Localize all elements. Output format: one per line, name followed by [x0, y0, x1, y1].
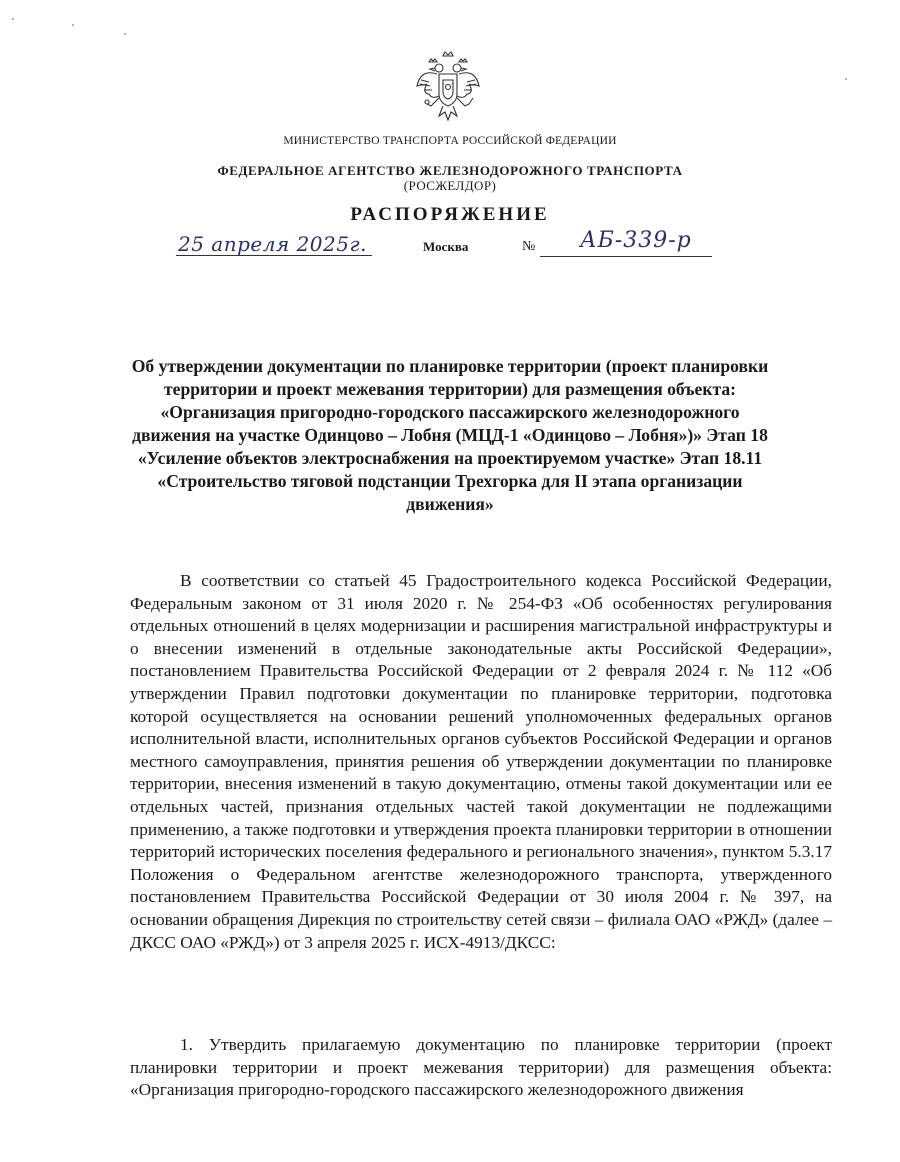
russian-coat-of-arms-icon [415, 50, 481, 124]
date-underline [176, 255, 372, 256]
item-1-paragraph: 1. Утвердить прилагаемую документацию по планировке территории (проект планировки территории и проект межевания территории) для размещения объекта: «Организация пригородно-городского пассажирского железнодорожного движения [130, 1035, 832, 1100]
document-type-title: РАСПОРЯЖЕНИЕ [350, 204, 550, 225]
number-sign: № [522, 239, 536, 254]
handwritten-date: 25 апреля 2025г. [178, 232, 367, 256]
agency-name: ФЕДЕРАЛЬНОЕ АГЕНТСТВО ЖЕЛЕЗНОДОРОЖНОГО ТРАНСПОРТА [217, 163, 683, 178]
agency-abbreviation: (РОСЖЕЛДОР) [403, 178, 497, 193]
scan-speck [72, 24, 74, 26]
preamble-paragraph: В соответствии со статьей 45 Градостроительного кодекса Российской Федерации, Федеральным законом от 31 июля 2020 г. № 254-ФЗ «Об особенностях регулирования отдельных отношений в целях модернизации и расширения магистральной инфраструктуры и о внесении изменений в отдельные законодательные акты Российской Федерации», постановлением Правительства Российской Федерации от 2 февраля 2024 г. № 112 «Об утверждении Правил подготовки документации по планировке территории, подготовка которой осуществляется на основании решений уполномоченных федеральных органов исполнительной власти, исполнительных органов субъектов Российской Федерации и органов местного самоуправления, принятия решения об утверждении документации по планировке территории, внесения изменений в такую документацию, отмены такой документации или ее отдельных частей, признания отдельных частей такой документации не подлежащими применению, а также подготовки и утверждения проекта планировки территории в отношении территорий исторических поселения федерального и регионального значения», пунктом 5.3.17 Положения о Федеральном агентстве железнодорожного транспорта, утвержденного постановлением Правительства Российской Федерации от 30 июля 2004 г. № 397, на основании обращения Дирекция по строительству сетей связи – филиала ОАО «РЖД» (далее – ДКСС ОАО «РЖД») от 3 апреля 2025 г. ИСХ-4913/ДКСС: [130, 571, 832, 952]
scan-speck [124, 33, 126, 35]
scan-speck [845, 78, 847, 80]
handwritten-number: АБ-339-р [580, 228, 692, 253]
document-heading: Об утверждении документации по планировке территории (проект планировки территории и проект межевания территории) для размещения объекта: «Организация пригородно-городского пассажирского железнодорожного движения на участке Одинцово – Лобня (МЦД-1 «Одинцово – Лобня»)» Этап 18 «Усиление объектов электроснабжения на проектируемом участке» Этап 18.11 «Строительство тяговой подстанции Трехгорка для II этапа организации движения» [131, 356, 769, 514]
number-underline [540, 256, 712, 257]
ministry-name: МИНИСТЕРСТВО ТРАНСПОРТА РОССИЙСКОЙ ФЕДЕРАЦИИ [283, 135, 617, 147]
scan-speck [12, 18, 14, 20]
city-label: Москва [423, 239, 469, 254]
